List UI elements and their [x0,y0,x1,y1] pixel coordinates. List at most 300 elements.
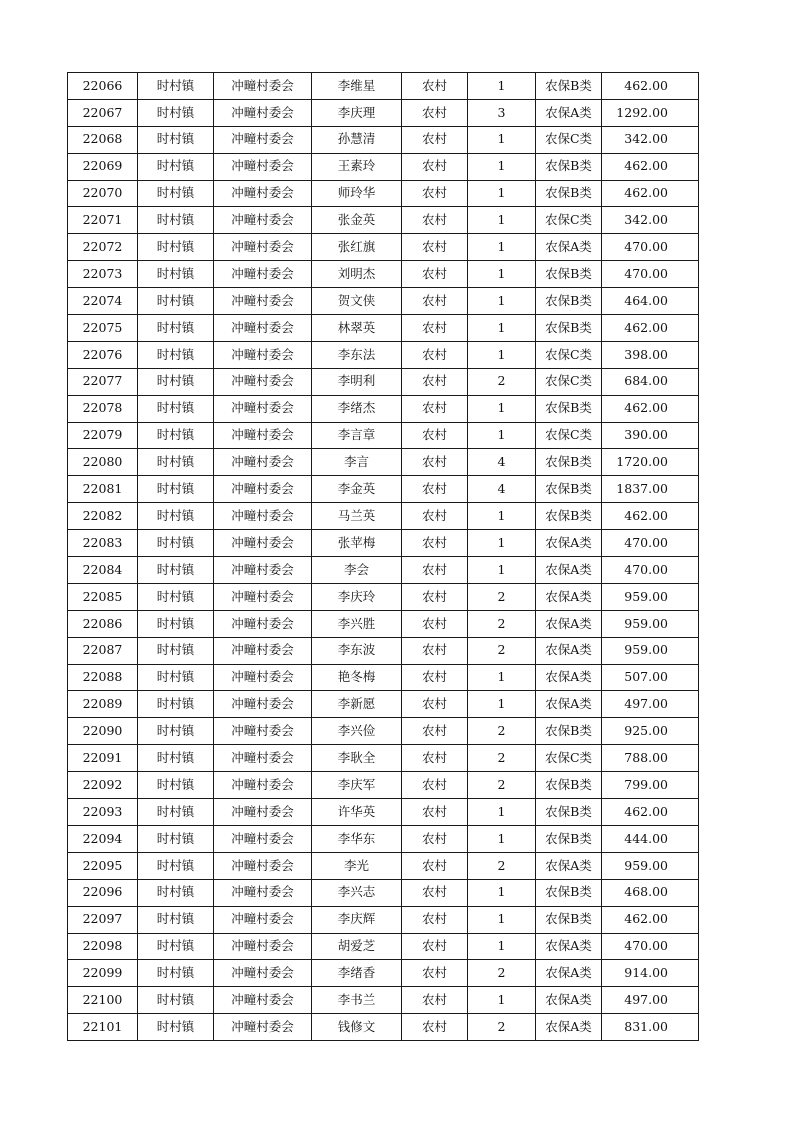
person-name-cell: 李绪杰 [312,395,402,422]
amount-cell: 462.00 [602,395,699,422]
village-committee-cell: 冲疃村委会 [214,153,312,180]
person-name-cell: 李言 [312,449,402,476]
town-cell: 时村镇 [138,395,214,422]
amount-cell: 507.00 [602,664,699,691]
village-committee-cell: 冲疃村委会 [214,288,312,315]
village-committee-cell: 冲疃村委会 [214,234,312,261]
area-type-cell: 农村 [402,933,468,960]
village-committee-cell: 冲疃村委会 [214,503,312,530]
insurance-category-cell: 农保B类 [536,772,602,799]
person-name-cell: 李庆玲 [312,583,402,610]
area-type-cell: 农村 [402,315,468,342]
village-committee-cell: 冲疃村委会 [214,691,312,718]
person-name-cell: 张苹梅 [312,530,402,557]
table-row [68,799,699,826]
area-type-cell: 农村 [402,207,468,234]
village-committee-cell: 冲疃村委会 [214,99,312,126]
amount-cell: 462.00 [602,315,699,342]
village-committee-cell: 冲疃村委会 [214,987,312,1014]
person-name-cell: 张金英 [312,207,402,234]
table-row [68,772,699,799]
village-committee-cell: 冲疃村委会 [214,207,312,234]
household-count-cell: 1 [468,341,536,368]
insurance-category-cell: 农保C类 [536,745,602,772]
town-cell: 时村镇 [138,825,214,852]
person-name-cell: 李维星 [312,73,402,100]
person-name-cell: 李金英 [312,476,402,503]
person-name-cell: 李明利 [312,368,402,395]
area-type-cell: 农村 [402,691,468,718]
table-row [68,261,699,288]
person-name-cell: 李兴志 [312,879,402,906]
village-committee-cell: 冲疃村委会 [214,637,312,664]
person-name-cell: 胡爱芝 [312,933,402,960]
person-name-cell: 孙慧清 [312,126,402,153]
area-type-cell: 农村 [402,341,468,368]
area-type-cell: 农村 [402,557,468,584]
area-type-cell: 农村 [402,234,468,261]
village-committee-cell: 冲疃村委会 [214,180,312,207]
person-name-cell: 李庆辉 [312,906,402,933]
serial-number-cell: 22096 [68,879,138,906]
town-cell: 时村镇 [138,933,214,960]
person-name-cell: 刘明杰 [312,261,402,288]
town-cell: 时村镇 [138,341,214,368]
serial-number-cell: 22099 [68,960,138,987]
area-type-cell: 农村 [402,987,468,1014]
amount-cell: 470.00 [602,530,699,557]
serial-number-cell: 22088 [68,664,138,691]
serial-number-cell: 22091 [68,745,138,772]
area-type-cell: 农村 [402,153,468,180]
person-name-cell: 贺文侠 [312,288,402,315]
amount-cell: 799.00 [602,772,699,799]
village-committee-cell: 冲疃村委会 [214,825,312,852]
household-count-cell: 2 [468,610,536,637]
town-cell: 时村镇 [138,691,214,718]
area-type-cell: 农村 [402,261,468,288]
town-cell: 时村镇 [138,288,214,315]
town-cell: 时村镇 [138,772,214,799]
household-count-cell: 1 [468,422,536,449]
serial-number-cell: 22070 [68,180,138,207]
town-cell: 时村镇 [138,153,214,180]
table-row [68,126,699,153]
person-name-cell: 王素玲 [312,153,402,180]
insurance-category-cell: 农保C类 [536,207,602,234]
town-cell: 时村镇 [138,987,214,1014]
insurance-category-cell: 农保A类 [536,610,602,637]
table-body [68,73,699,1041]
amount-cell: 914.00 [602,960,699,987]
insurance-category-cell: 农保B类 [536,503,602,530]
insurance-category-cell: 农保B类 [536,315,602,342]
person-name-cell: 李言章 [312,422,402,449]
table-row [68,557,699,584]
area-type-cell: 农村 [402,476,468,503]
household-count-cell: 2 [468,583,536,610]
person-name-cell: 许华英 [312,799,402,826]
person-name-cell: 李新愿 [312,691,402,718]
person-name-cell: 李东波 [312,637,402,664]
insurance-category-cell: 农保B类 [536,825,602,852]
table-row [68,691,699,718]
town-cell: 时村镇 [138,99,214,126]
amount-cell: 462.00 [602,799,699,826]
household-count-cell: 1 [468,530,536,557]
household-count-cell: 1 [468,933,536,960]
serial-number-cell: 22082 [68,503,138,530]
table-row [68,852,699,879]
household-count-cell: 2 [468,368,536,395]
insurance-category-cell: 农保B类 [536,449,602,476]
area-type-cell: 农村 [402,906,468,933]
village-committee-cell: 冲疃村委会 [214,799,312,826]
household-count-cell: 1 [468,315,536,342]
amount-cell: 444.00 [602,825,699,852]
village-committee-cell: 冲疃村委会 [214,906,312,933]
table-row [68,288,699,315]
insurance-category-cell: 农保A类 [536,933,602,960]
insurance-category-cell: 农保A类 [536,691,602,718]
serial-number-cell: 22075 [68,315,138,342]
village-committee-cell: 冲疃村委会 [214,583,312,610]
town-cell: 时村镇 [138,530,214,557]
insurance-category-cell: 农保A类 [536,637,602,664]
amount-cell: 462.00 [602,906,699,933]
village-committee-cell: 冲疃村委会 [214,960,312,987]
village-committee-cell: 冲疃村委会 [214,368,312,395]
household-count-cell: 1 [468,73,536,100]
insurance-category-cell: 农保B类 [536,879,602,906]
area-type-cell: 农村 [402,503,468,530]
table-row [68,879,699,906]
amount-cell: 959.00 [602,610,699,637]
village-committee-cell: 冲疃村委会 [214,772,312,799]
town-cell: 时村镇 [138,368,214,395]
allowance-table [67,72,699,1041]
area-type-cell: 农村 [402,825,468,852]
household-count-cell: 2 [468,1014,536,1041]
town-cell: 时村镇 [138,960,214,987]
amount-cell: 959.00 [602,637,699,664]
insurance-category-cell: 农保C类 [536,422,602,449]
table-row [68,207,699,234]
village-committee-cell: 冲疃村委会 [214,261,312,288]
village-committee-cell: 冲疃村委会 [214,557,312,584]
table-row [68,99,699,126]
town-cell: 时村镇 [138,73,214,100]
household-count-cell: 2 [468,852,536,879]
amount-cell: 462.00 [602,180,699,207]
serial-number-cell: 22074 [68,288,138,315]
village-committee-cell: 冲疃村委会 [214,852,312,879]
insurance-category-cell: 农保C类 [536,126,602,153]
area-type-cell: 农村 [402,530,468,557]
town-cell: 时村镇 [138,557,214,584]
serial-number-cell: 22078 [68,395,138,422]
town-cell: 时村镇 [138,1014,214,1041]
amount-cell: 1720.00 [602,449,699,476]
household-count-cell: 1 [468,987,536,1014]
village-committee-cell: 冲疃村委会 [214,422,312,449]
amount-cell: 390.00 [602,422,699,449]
area-type-cell: 农村 [402,422,468,449]
table-row [68,449,699,476]
amount-cell: 470.00 [602,234,699,261]
area-type-cell: 农村 [402,99,468,126]
person-name-cell: 李书兰 [312,987,402,1014]
town-cell: 时村镇 [138,234,214,261]
insurance-category-cell: 农保A类 [536,1014,602,1041]
serial-number-cell: 22067 [68,99,138,126]
insurance-category-cell: 农保B类 [536,799,602,826]
insurance-category-cell: 农保B类 [536,906,602,933]
insurance-category-cell: 农保A类 [536,960,602,987]
amount-cell: 959.00 [602,583,699,610]
area-type-cell: 农村 [402,879,468,906]
village-committee-cell: 冲疃村委会 [214,664,312,691]
amount-cell: 470.00 [602,557,699,584]
household-count-cell: 2 [468,772,536,799]
town-cell: 时村镇 [138,207,214,234]
area-type-cell: 农村 [402,368,468,395]
insurance-category-cell: 农保A类 [536,664,602,691]
town-cell: 时村镇 [138,449,214,476]
area-type-cell: 农村 [402,745,468,772]
household-count-cell: 1 [468,126,536,153]
table-row [68,530,699,557]
amount-cell: 462.00 [602,73,699,100]
town-cell: 时村镇 [138,852,214,879]
amount-cell: 684.00 [602,368,699,395]
insurance-category-cell: 农保C类 [536,341,602,368]
insurance-category-cell: 农保B类 [536,718,602,745]
village-committee-cell: 冲疃村委会 [214,476,312,503]
table-row [68,73,699,100]
table-row [68,503,699,530]
household-count-cell: 1 [468,153,536,180]
town-cell: 时村镇 [138,583,214,610]
household-count-cell: 1 [468,288,536,315]
town-cell: 时村镇 [138,261,214,288]
table-row [68,368,699,395]
serial-number-cell: 22066 [68,73,138,100]
area-type-cell: 农村 [402,288,468,315]
table-row [68,637,699,664]
table-row [68,395,699,422]
amount-cell: 831.00 [602,1014,699,1041]
household-count-cell: 1 [468,557,536,584]
insurance-category-cell: 农保A类 [536,852,602,879]
person-name-cell: 李绪香 [312,960,402,987]
household-count-cell: 1 [468,234,536,261]
table-row [68,234,699,261]
insurance-category-cell: 农保A类 [536,557,602,584]
table-row [68,960,699,987]
serial-number-cell: 22085 [68,583,138,610]
person-name-cell: 李光 [312,852,402,879]
household-count-cell: 1 [468,879,536,906]
household-count-cell: 1 [468,906,536,933]
table-row [68,718,699,745]
table-row [68,422,699,449]
table-row [68,745,699,772]
insurance-category-cell: 农保A类 [536,583,602,610]
person-name-cell: 钱修文 [312,1014,402,1041]
town-cell: 时村镇 [138,180,214,207]
serial-number-cell: 22080 [68,449,138,476]
area-type-cell: 农村 [402,852,468,879]
serial-number-cell: 22092 [68,772,138,799]
area-type-cell: 农村 [402,664,468,691]
table-row [68,315,699,342]
town-cell: 时村镇 [138,637,214,664]
insurance-category-cell: 农保C类 [536,368,602,395]
person-name-cell: 李耿全 [312,745,402,772]
household-count-cell: 2 [468,637,536,664]
insurance-category-cell: 农保B类 [536,153,602,180]
town-cell: 时村镇 [138,745,214,772]
person-name-cell: 林翠英 [312,315,402,342]
village-committee-cell: 冲疃村委会 [214,1014,312,1041]
serial-number-cell: 22086 [68,610,138,637]
serial-number-cell: 22071 [68,207,138,234]
village-committee-cell: 冲疃村委会 [214,315,312,342]
amount-cell: 468.00 [602,879,699,906]
person-name-cell: 马兰英 [312,503,402,530]
village-committee-cell: 冲疃村委会 [214,449,312,476]
village-committee-cell: 冲疃村委会 [214,933,312,960]
household-count-cell: 2 [468,960,536,987]
area-type-cell: 农村 [402,772,468,799]
amount-cell: 398.00 [602,341,699,368]
village-committee-cell: 冲疃村委会 [214,73,312,100]
amount-cell: 1292.00 [602,99,699,126]
amount-cell: 464.00 [602,288,699,315]
amount-cell: 959.00 [602,852,699,879]
serial-number-cell: 22087 [68,637,138,664]
area-type-cell: 农村 [402,610,468,637]
amount-cell: 497.00 [602,987,699,1014]
serial-number-cell: 22094 [68,825,138,852]
serial-number-cell: 22069 [68,153,138,180]
table-row [68,987,699,1014]
area-type-cell: 农村 [402,449,468,476]
amount-cell: 1837.00 [602,476,699,503]
household-count-cell: 2 [468,745,536,772]
person-name-cell: 李华东 [312,825,402,852]
household-count-cell: 1 [468,261,536,288]
village-committee-cell: 冲疃村委会 [214,879,312,906]
person-name-cell: 李会 [312,557,402,584]
serial-number-cell: 22095 [68,852,138,879]
amount-cell: 462.00 [602,503,699,530]
serial-number-cell: 22090 [68,718,138,745]
household-count-cell: 4 [468,449,536,476]
serial-number-cell: 22083 [68,530,138,557]
village-committee-cell: 冲疃村委会 [214,610,312,637]
insurance-category-cell: 农保A类 [536,987,602,1014]
amount-cell: 788.00 [602,745,699,772]
table-row [68,153,699,180]
amount-cell: 470.00 [602,933,699,960]
village-committee-cell: 冲疃村委会 [214,530,312,557]
household-count-cell: 1 [468,207,536,234]
serial-number-cell: 22081 [68,476,138,503]
town-cell: 时村镇 [138,664,214,691]
town-cell: 时村镇 [138,906,214,933]
insurance-category-cell: 农保A类 [536,530,602,557]
table-row [68,825,699,852]
area-type-cell: 农村 [402,718,468,745]
table-row [68,341,699,368]
town-cell: 时村镇 [138,315,214,342]
insurance-category-cell: 农保B类 [536,73,602,100]
serial-number-cell: 22093 [68,799,138,826]
serial-number-cell: 22077 [68,368,138,395]
amount-cell: 342.00 [602,126,699,153]
serial-number-cell: 22097 [68,906,138,933]
amount-cell: 470.00 [602,261,699,288]
serial-number-cell: 22072 [68,234,138,261]
table-row [68,664,699,691]
village-committee-cell: 冲疃村委会 [214,718,312,745]
village-committee-cell: 冲疃村委会 [214,126,312,153]
serial-number-cell: 22084 [68,557,138,584]
household-count-cell: 1 [468,503,536,530]
serial-number-cell: 22076 [68,341,138,368]
household-count-cell: 1 [468,395,536,422]
area-type-cell: 农村 [402,583,468,610]
household-count-cell: 1 [468,799,536,826]
household-count-cell: 4 [468,476,536,503]
area-type-cell: 农村 [402,73,468,100]
serial-number-cell: 22079 [68,422,138,449]
household-count-cell: 1 [468,664,536,691]
table-row [68,1014,699,1041]
amount-cell: 342.00 [602,207,699,234]
amount-cell: 925.00 [602,718,699,745]
amount-cell: 497.00 [602,691,699,718]
serial-number-cell: 22073 [68,261,138,288]
town-cell: 时村镇 [138,879,214,906]
household-count-cell: 1 [468,691,536,718]
person-name-cell: 李东法 [312,341,402,368]
area-type-cell: 农村 [402,395,468,422]
serial-number-cell: 22100 [68,987,138,1014]
household-count-cell: 2 [468,718,536,745]
person-name-cell: 艳冬梅 [312,664,402,691]
area-type-cell: 农村 [402,799,468,826]
area-type-cell: 农村 [402,1014,468,1041]
table-row [68,933,699,960]
insurance-category-cell: 农保B类 [536,395,602,422]
insurance-category-cell: 农保A类 [536,99,602,126]
insurance-category-cell: 农保B类 [536,261,602,288]
village-committee-cell: 冲疃村委会 [214,341,312,368]
person-name-cell: 李兴胜 [312,610,402,637]
person-name-cell: 李兴俭 [312,718,402,745]
village-committee-cell: 冲疃村委会 [214,395,312,422]
town-cell: 时村镇 [138,799,214,826]
town-cell: 时村镇 [138,126,214,153]
table-row [68,610,699,637]
village-committee-cell: 冲疃村委会 [214,745,312,772]
table-row [68,476,699,503]
serial-number-cell: 22098 [68,933,138,960]
town-cell: 时村镇 [138,610,214,637]
